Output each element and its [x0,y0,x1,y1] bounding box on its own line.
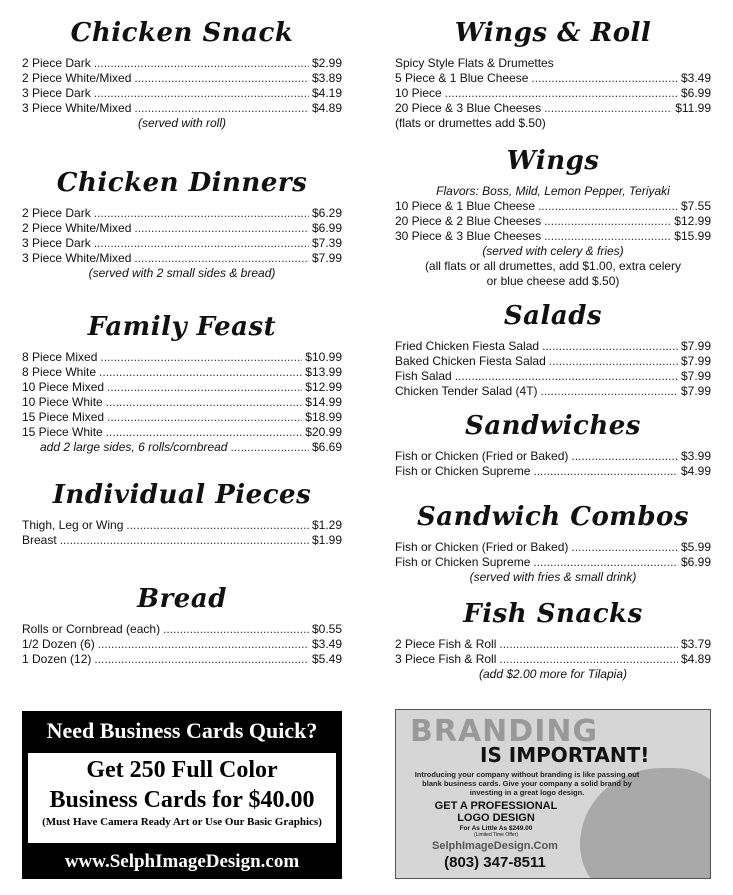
ad-url: www.SelphImageDesign.com [64,851,300,872]
section-title: Salads [503,301,603,331]
menu-addon: add 2 large sides, 6 rolls/cornbread ..... $6.69 [22,440,342,455]
ad-subtitle: IS IMPORTANT! [480,743,650,767]
menu-item: 10 Piece & 1 Blue Cheese ..... $7.55 [395,199,711,214]
menu-item: 3 Piece Dark ..... $4.19 [22,86,342,101]
section-individual-pieces [22,480,342,548]
menu-item: Thigh, Leg or Wing ..... $1.29 [22,518,342,533]
section-note: or blue cheese add $.50) [486,274,620,288]
menu-item: 3 Piece White/Mixed ..... $4.89 [22,101,342,116]
section-title: Chicken Snack [70,18,294,48]
menu-item: 10 Piece Mixed ..... $12.99 [22,380,342,395]
section-title: Sandwich Combos [417,502,689,532]
menu-item: 2 Piece Fish & Roll ..... $3.79 [395,637,711,652]
menu-item: 8 Piece Mixed ..... $10.99 [22,350,342,365]
business-cards-ad [22,711,342,879]
menu-item: Fish Salad ..... $7.99 [395,369,711,384]
section-title: Sandwiches [465,411,641,441]
menu-item: 2 Piece Dark ..... $2.99 [22,56,342,71]
menu-item: 10 Piece White ..... $14.99 [22,395,342,410]
menu-item: 30 Piece & 3 Blue Cheeses ..... $15.99 [395,229,711,244]
section-chicken-snack [22,18,342,131]
ad-phone: (803) 347-8511 [444,854,546,871]
section-title: Bread [137,584,227,614]
ad-fine-print: (Must Have Camera Ready Art or Use Our Basic Graphics) [42,816,322,828]
menu-item: Fish or Chicken Supreme ..... $6.99 [395,555,711,570]
section-title: Fish Snacks [463,599,643,629]
ad-offer-box [28,753,336,843]
menu-item: 2 Piece White/Mixed ..... $6.99 [22,221,342,236]
menu-item: Chicken Tender Salad (4T) ..... $7.99 [395,384,711,399]
menu-item: Rolls or Cornbread (each) ..... $0.55 [22,622,342,637]
ad-intro: Introducing your company without branding is like passing out blank business cards. Give your company a solid brand by investing in a great logo design. [414,770,640,797]
section-bread [22,584,342,667]
section-note: (served with fries & small drink) [469,570,637,584]
menu-item: 1/2 Dozen (6) ..... $3.49 [22,637,342,652]
menu-item: 8 Piece White ..... $13.99 [22,365,342,380]
section-note: (served with 2 small sides & bread) [88,266,276,280]
menu-item: 15 Piece White ..... $20.99 [22,425,342,440]
menu-item: Fried Chicken Fiesta Salad ..... $7.99 [395,339,711,354]
menu-item: Fish or Chicken Supreme ..... $4.99 [395,464,711,479]
section-wings [395,146,711,289]
menu-item: 15 Piece Mixed ..... $18.99 [22,410,342,425]
menu-item: 20 Piece & 2 Blue Cheeses ..... $12.99 [395,214,711,229]
menu-item: Fish or Chicken (Fried or Baked) ..... $5.99 [395,540,711,555]
ad-title: BRANDING [410,714,599,749]
section-sandwiches [395,411,711,479]
section-title: Wings & Roll [454,18,652,48]
section-note: (served with roll) [137,116,227,130]
section-intro: Spicy Style Flats & Drumettes [395,56,554,70]
ad-url: SelphImageDesign.Com [432,840,558,852]
menu-item: Breast ..... $1.99 [22,533,342,548]
section-wings-roll [395,18,711,131]
section-note: (add $2.00 more for Tilapia) [479,667,627,681]
menu-item: 1 Dozen (12) ..... $5.49 [22,652,342,667]
section-title: Family Feast [87,312,277,342]
section-family-feast [22,312,342,455]
section-salads [395,301,711,399]
branding-ad [395,709,711,879]
menu-item: Fish or Chicken (Fried or Baked) ..... $3.99 [395,449,711,464]
ad-offer-line: Get 250 Full Color [86,757,278,783]
section-title: Individual Pieces [52,480,312,510]
menu-item: 3 Piece Dark ..... $7.39 [22,236,342,251]
section-note: (flats or drumettes add $.50) [395,116,546,130]
section-note: (served with celery & fries) [482,244,624,258]
menu-item: 20 Piece & 3 Blue Cheeses ..... $11.99 [395,101,711,116]
ad-offer-line: Business Cards for $40.00 [49,787,315,813]
ad-limited: (Limited Time Offer) [473,832,519,838]
section-sandwich-combos [395,502,711,585]
menu-item: 10 Piece ..... $6.99 [395,86,711,101]
menu-item: 5 Piece & 1 Blue Cheese ..... $3.49 [395,71,711,86]
menu-item: 3 Piece Fish & Roll ..... $4.89 [395,652,711,667]
section-fish-snacks [395,599,711,682]
ad-headline: Need Business Cards Quick? [46,718,318,743]
section-note: (all flats or all drumettes, add $1.00, extra celery [424,259,682,273]
ad-offer: GET A PROFESSIONAL LOGO DESIGN [434,800,558,824]
ad-price: For As Little As $249.00 [459,825,533,832]
flavors-note: Flavors: Boss, Mild, Lemon Pepper, Teriyaki [436,184,670,198]
section-chicken-dinners [22,168,342,281]
section-title: Wings [506,146,600,176]
menu-item: Baked Chicken Fiesta Salad ..... $7.99 [395,354,711,369]
menu-item: 2 Piece White/Mixed ..... $3.89 [22,71,342,86]
menu-item: 2 Piece Dark ..... $6.29 [22,206,342,221]
section-title: Chicken Dinners [56,168,308,198]
menu-item: 3 Piece White/Mixed ..... $7.99 [22,251,342,266]
